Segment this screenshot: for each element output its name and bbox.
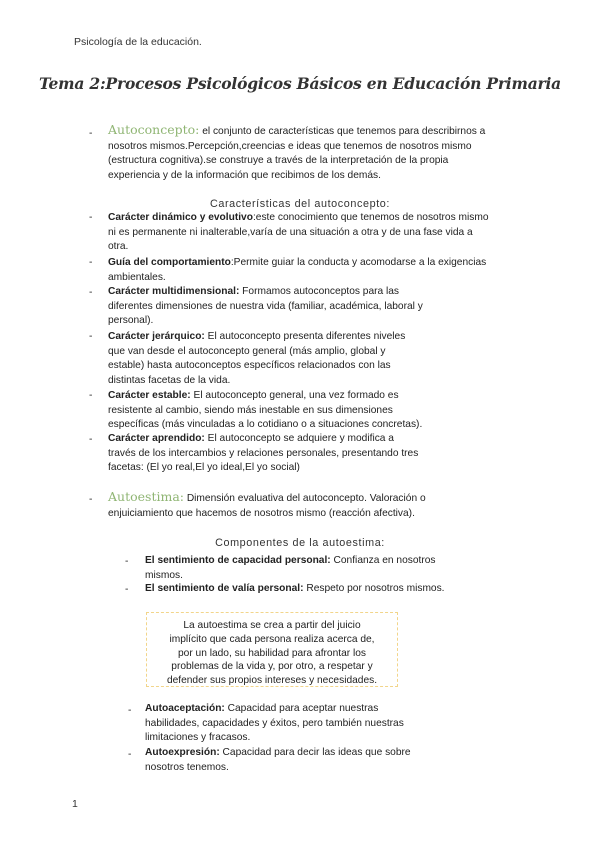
list-item: Autoexpresión: Capacidad para decir las ideas que sobre nosotros tenemos. bbox=[145, 747, 411, 773]
list-item: Carácter multidimensional: Formamos autoconceptos para las diferentes dimensiones de nuestra vida (familiar, académica, laboral y personal). bbox=[108, 286, 423, 327]
page-number: 1 bbox=[72, 798, 78, 810]
bullet-dash: - bbox=[89, 434, 93, 445]
componentes-heading: Componentes de la autoestima: bbox=[215, 537, 385, 549]
bullet-dash: - bbox=[125, 584, 129, 595]
autoestima-term: Autoestima: bbox=[108, 489, 184, 504]
highlight-box-text: La autoestima se crea a partir del juicio implícito que cada persona realiza acerca de, por un lado, su habilidad para afrontar los problemas de la vida y, por otro, a respetar y defender sus propios intereses y necesidades. bbox=[166, 620, 378, 687]
list-item: Carácter dinámico y evolutivo:este conocimiento que tenemos de nosotros mismo ni es permanente ni inalterable,varía de una situación a otra y de una fase vida a otra. bbox=[108, 212, 489, 253]
list-item: Carácter aprendido: El autoconcepto se adquiere y modifica a través de los intercambios y relaciones personales, presentando tres facetas: (El yo real,El yo ideal,El yo social) bbox=[108, 433, 419, 474]
list-item: El sentimiento de valía personal: Respeto por nosotros mismos. bbox=[145, 583, 445, 594]
page-header: Psicología de la educación. bbox=[74, 36, 202, 48]
list-item: Carácter jerárquico: El autoconcepto presenta diferentes niveles que van desde el autoconcepto general (más amplio, global y estable) hasta autoconceptos específicos relacionados con las distintas facetas de la vida. bbox=[108, 331, 406, 386]
autoconcepto-term: Autoconcepto: bbox=[108, 122, 200, 137]
bullet-dash: - bbox=[89, 212, 93, 223]
list-item: Carácter estable: El autoconcepto general, una vez formado es resistente al cambio, siendo más inestable en sus dimensiones específicas (más vinculadas a lo cotidiano o a situaciones concretas). bbox=[108, 390, 423, 431]
list-item: Autoaceptación: Capacidad para aceptar nuestras habilidades, capacidades y éxitos, pero también nuestras limitaciones y fracasos. bbox=[145, 703, 404, 744]
bullet-dash: - bbox=[128, 705, 132, 716]
bullet-dash: - bbox=[89, 128, 93, 139]
bullet-dash: - bbox=[89, 390, 93, 401]
page-title: Tema 2:Procesos Psicológicos Básicos en Educación Primaria bbox=[38, 74, 562, 93]
list-item: Guía del comportamiento:Permite guiar la conducta y acomodarse a la exigencias ambientales. bbox=[108, 257, 487, 283]
autoestima-definition: Autoestima: Dimensión evaluativa del autoconcepto. Valoración o enjuiciamiento que hacemos de nosotros mismo (reacción afectiva). bbox=[108, 489, 426, 519]
list-item: El sentimiento de capacidad personal: Confianza en nosotros mismos. bbox=[145, 555, 436, 581]
bullet-dash: - bbox=[89, 257, 93, 268]
caracteristicas-heading: Características del autoconcepto: bbox=[209, 198, 391, 210]
autoconcepto-definition: Autoconcepto: el conjunto de características que tenemos para describirnos a nosotros mismos.Percepción,creencias e ideas que tenemos de nosotros mismo (estructura cognitiva).se construye a través de la interpretación de la propia experiencia y de la información que recibimos de los demás. bbox=[108, 122, 486, 181]
bullet-dash: - bbox=[128, 749, 132, 760]
bullet-dash: - bbox=[89, 494, 93, 505]
bullet-dash: - bbox=[125, 556, 129, 567]
bullet-dash: - bbox=[89, 287, 93, 298]
bullet-dash: - bbox=[89, 331, 93, 342]
